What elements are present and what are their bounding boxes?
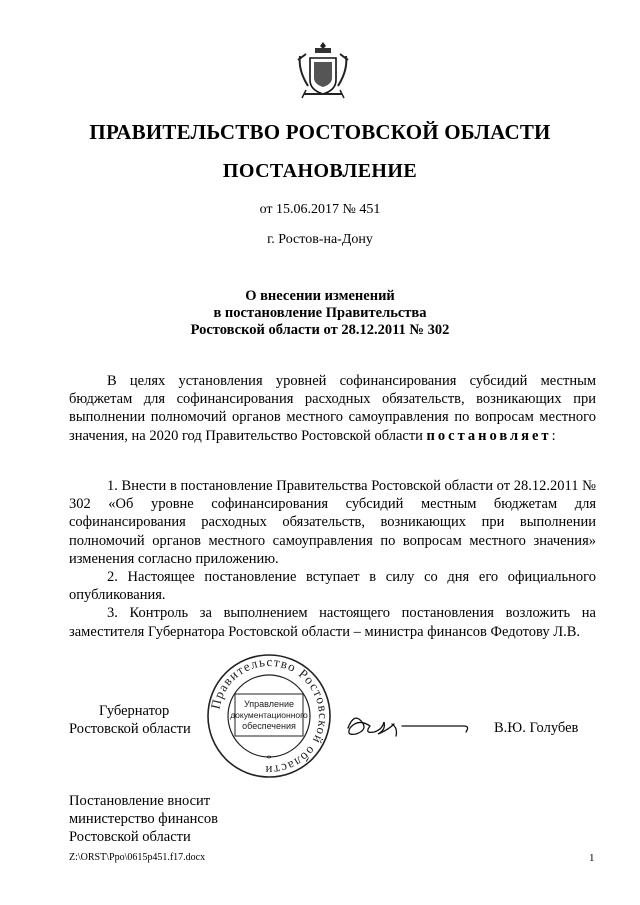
resolves-word: постановляет [426,427,552,444]
preamble-paragraph [69,372,596,445]
submitter-note-line-3: Ростовской области [69,829,191,845]
submitter-note [69,792,218,846]
official-stamp [205,652,333,780]
coat-of-arms-emblem [296,38,350,100]
document-city: г. Ростов-на-Дону [267,232,373,247]
stamp-inner-line-1: Управление [243,699,295,709]
signatory-position-line-1: Губернатор [99,703,170,719]
signatory-position [69,702,191,738]
resolves-colon: : [551,427,556,444]
subject-line-3: Ростовской области от 28.12.2011 № 302 [190,322,450,338]
page-number: 1 [589,852,595,864]
stamp-inner-line-3: обеспечения [242,721,296,731]
subject-line-2: в постановление Правительства [213,305,427,321]
stamp-outer-text: Правительство Ростовской области [207,653,332,779]
handwritten-signature [340,706,470,746]
signatory-position-line-2: Ростовской области [69,721,191,737]
submitter-note-line-2: министерство финансов [69,811,218,827]
preamble-text: В целях установления уровней софинансирования субсидий местным бюджетам для софинансирования расходных обязательств, возникающих при выполнении полномочий органов местного самоуправления по вопросам местного значения, на 2020 год Правительство Ростовской области [69,373,596,444]
subject-line-1: О внесении изменений [245,288,395,304]
document-type-heading: ПОСТАНОВЛЕНИЕ [222,160,418,182]
submitter-note-line-1: Постановление вносит [69,793,211,809]
stamp-inner-line-2: документационного [230,710,308,720]
document-subject [0,288,640,339]
signatory-name: В.Ю. Голубев [494,720,579,736]
resolution-item: 2. Настоящее постановление вступает в силу со дня его официального опубликования. [69,569,596,604]
government-title: ПРАВИТЕЛЬСТВО РОСТОВСКОЙ ОБЛАСТИ [89,120,551,144]
footer-file-path: Z:\ORST\Ppo\0615p451.f17.docx [69,852,206,863]
resolution-item: 3. Контроль за выполнением настоящего постановления возложить на заместителя Губернатора Ростовской области – министра финансов Федотову Л.В. [69,605,596,640]
resolution-items [69,477,596,641]
document-date-number: от 15.06.2017 № 451 [259,202,381,217]
stamp-star-icon: * [266,754,272,765]
resolution-item: 1. Внести в постановление Правительства Ростовской области от 28.12.2011 № 302 «Об уровне софинансирования субсидий местным бюджетам для софинансирования расходных обязательств, возникающих при выполнении полномочий органов местного самоуправления по вопросам местного значения» изменения согласно приложению. [69,478,596,567]
